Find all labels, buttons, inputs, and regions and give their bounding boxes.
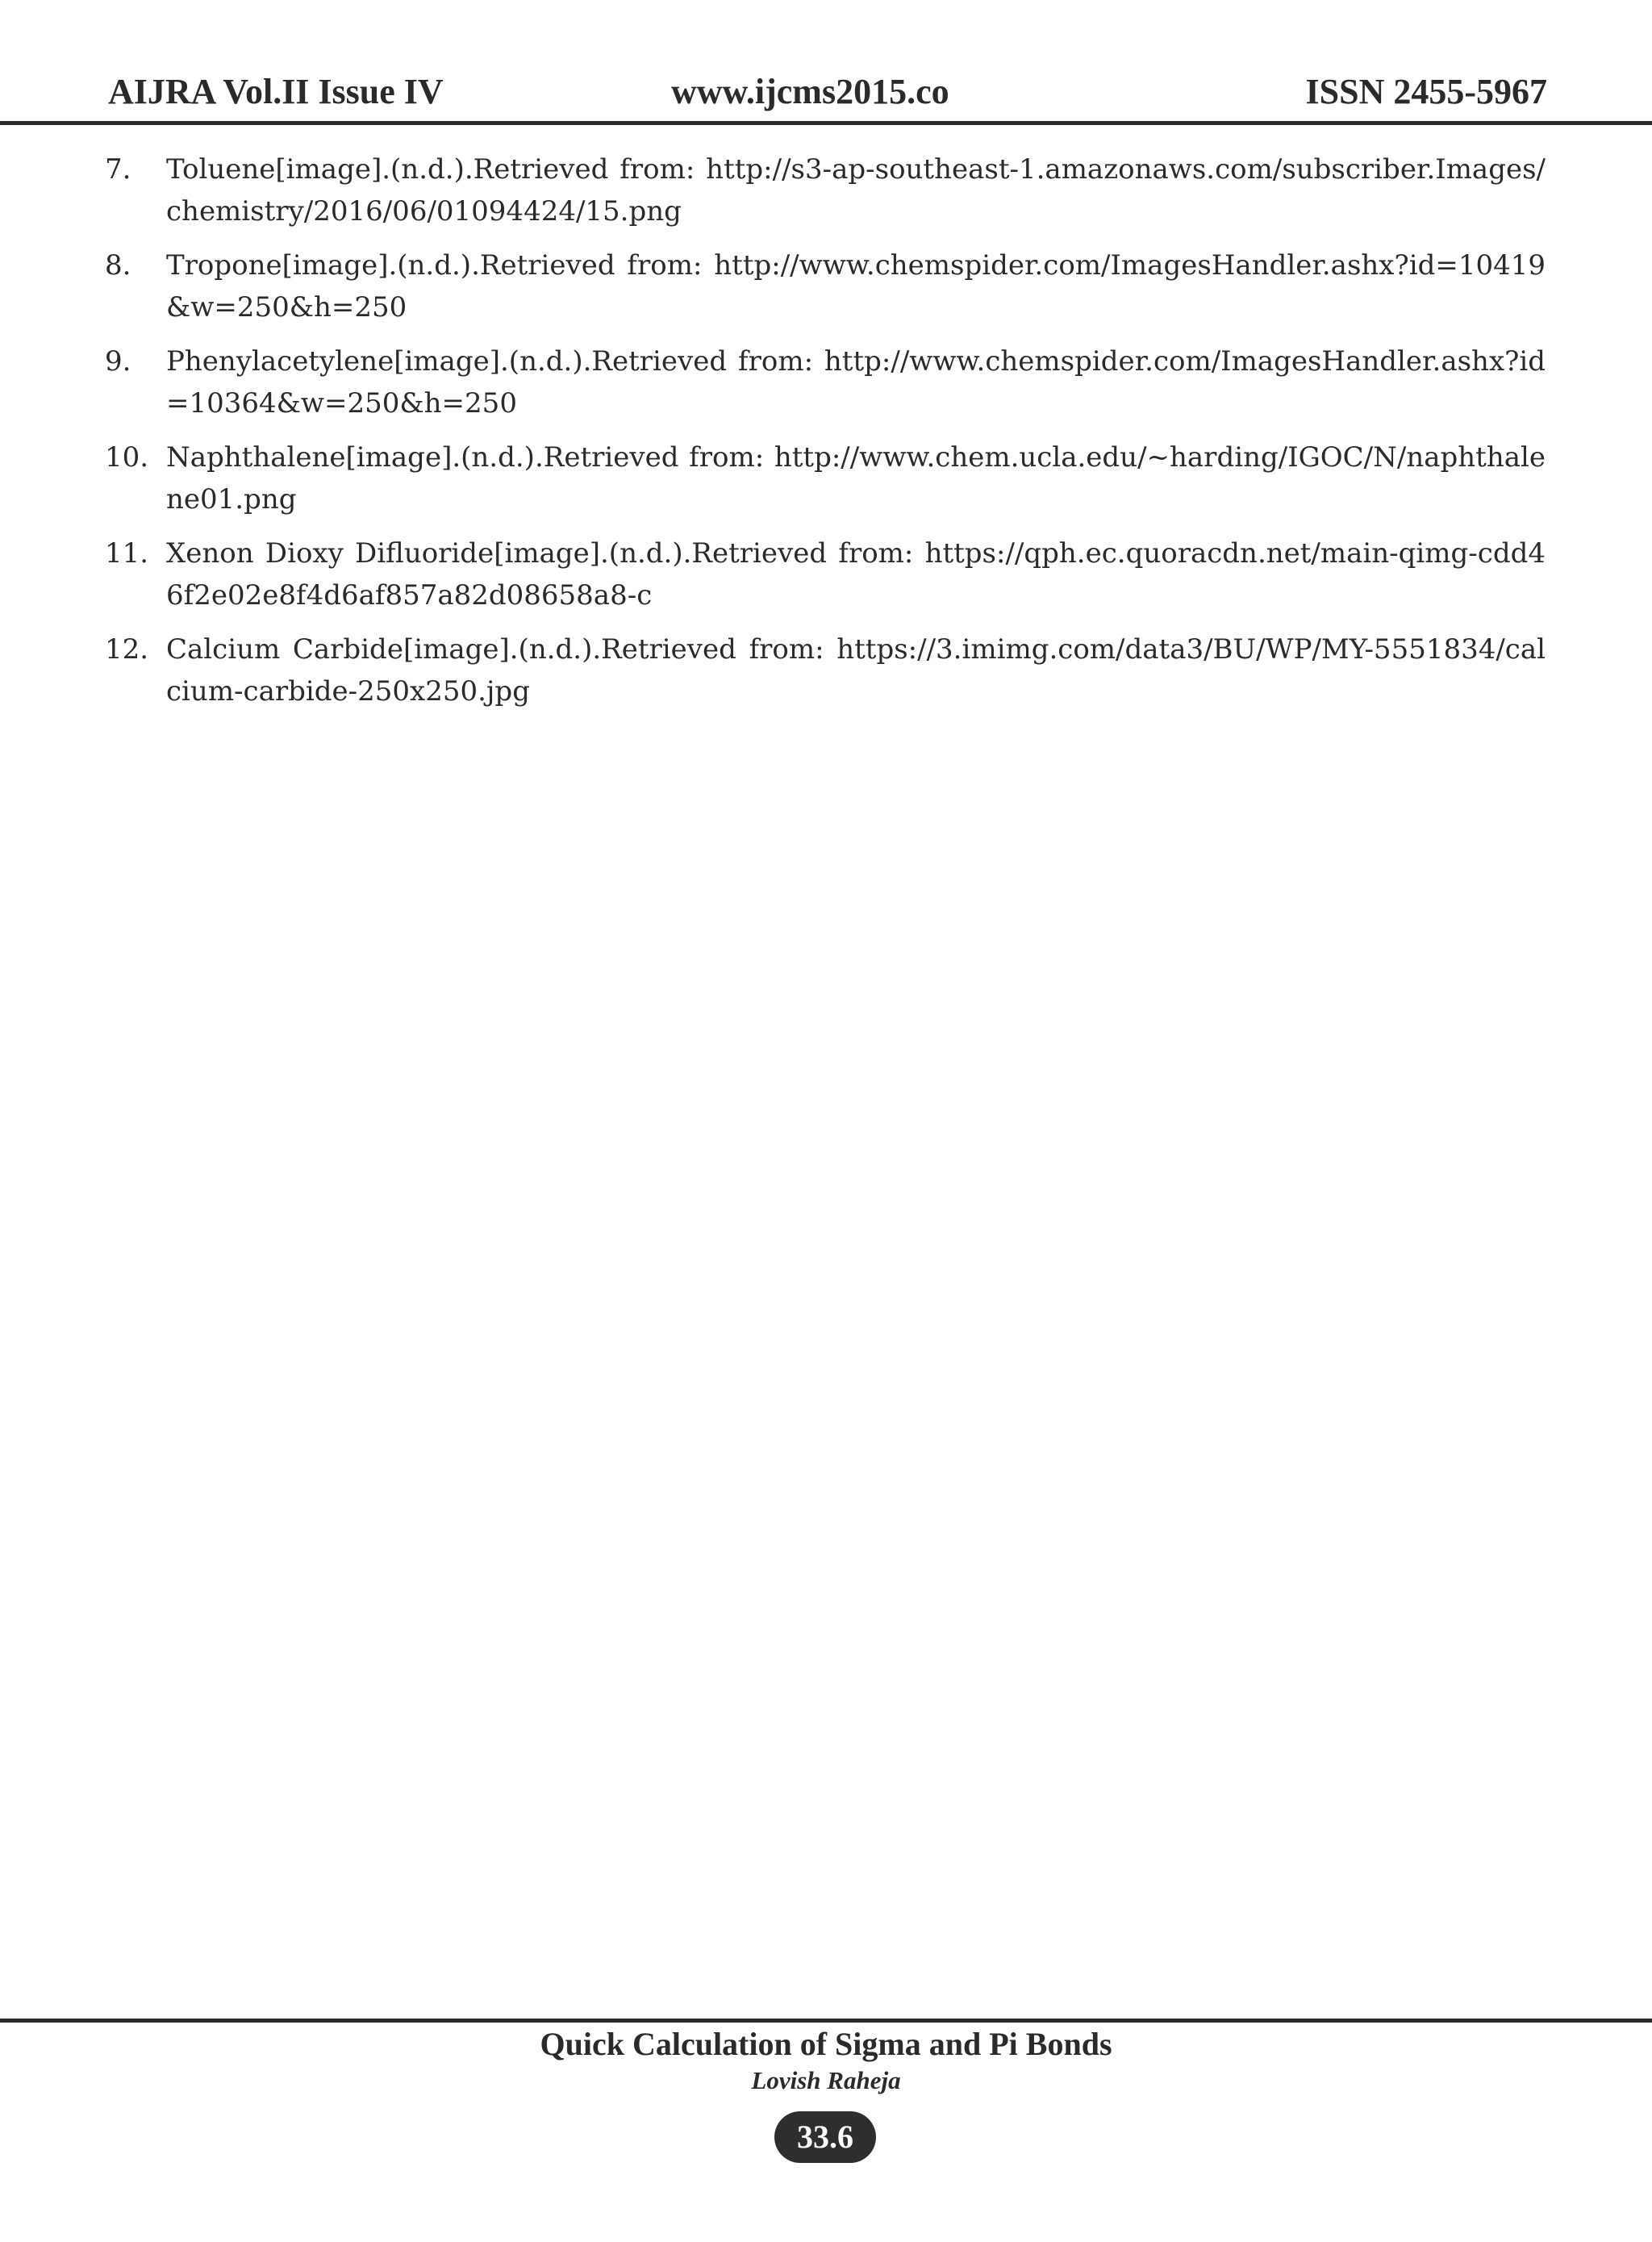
reference-text: Xenon Dioxy Difluoride[image].(n.d.).Retrieved from: https://qph.ec.quoracdn.net/main-qimg-cdd46f2e02e8f4d6af857a82d08658a8-c bbox=[166, 537, 1546, 612]
reference-text: Calcium Carbide[image].(n.d.).Retrieved from: https://3.imimg.com/data3/BU/WP/MY-5551834/calcium-carbide-250x250.jpg bbox=[166, 633, 1546, 708]
journal-issn: ISSN 2455-5967 bbox=[1305, 72, 1547, 111]
reference-number: 10. bbox=[105, 441, 149, 474]
journal-website: www.ijcms2015.co bbox=[671, 72, 949, 111]
reference-item bbox=[105, 532, 1546, 616]
header-divider bbox=[0, 121, 1652, 125]
reference-list bbox=[105, 148, 1546, 724]
reference-item bbox=[105, 244, 1546, 328]
reference-item bbox=[105, 628, 1546, 712]
reference-text: Toluene[image].(n.d.).Retrieved from: http://s3-ap-southeast-1.amazonaws.com/subscriber.Images/chemistry/2016/06/01094424/15.png bbox=[166, 153, 1546, 228]
reference-number: 8. bbox=[105, 249, 131, 282]
journal-issue: AIJRA Vol.II Issue IV bbox=[108, 72, 444, 111]
running-header bbox=[0, 0, 1652, 125]
reference-number: 9. bbox=[105, 345, 131, 378]
reference-number: 7. bbox=[105, 153, 131, 186]
reference-text: Phenylacetylene[image].(n.d.).Retrieved from: http://www.chemspider.com/ImagesHandler.ashx?id=10364&w=250&h=250 bbox=[166, 345, 1546, 420]
footer-divider bbox=[0, 2019, 1652, 2023]
reference-number: 12. bbox=[105, 633, 149, 666]
reference-text: Naphthalene[image].(n.d.).Retrieved from: http://www.chem.ucla.edu/~harding/IGOC/N/naphthalene01.png bbox=[166, 441, 1546, 516]
page-number-badge: 33.6 bbox=[774, 2111, 876, 2163]
reference-text: Tropone[image].(n.d.).Retrieved from: http://www.chemspider.com/ImagesHandler.ashx?id=10419&w=250&h=250 bbox=[166, 249, 1546, 324]
reference-item bbox=[105, 340, 1546, 424]
paper-title: Quick Calculation of Sigma and Pi Bonds bbox=[540, 2026, 1112, 2062]
reference-item bbox=[105, 148, 1546, 232]
paper-author: Lovish Raheja bbox=[751, 2066, 901, 2094]
reference-item bbox=[105, 436, 1546, 520]
reference-number: 11. bbox=[105, 537, 149, 570]
